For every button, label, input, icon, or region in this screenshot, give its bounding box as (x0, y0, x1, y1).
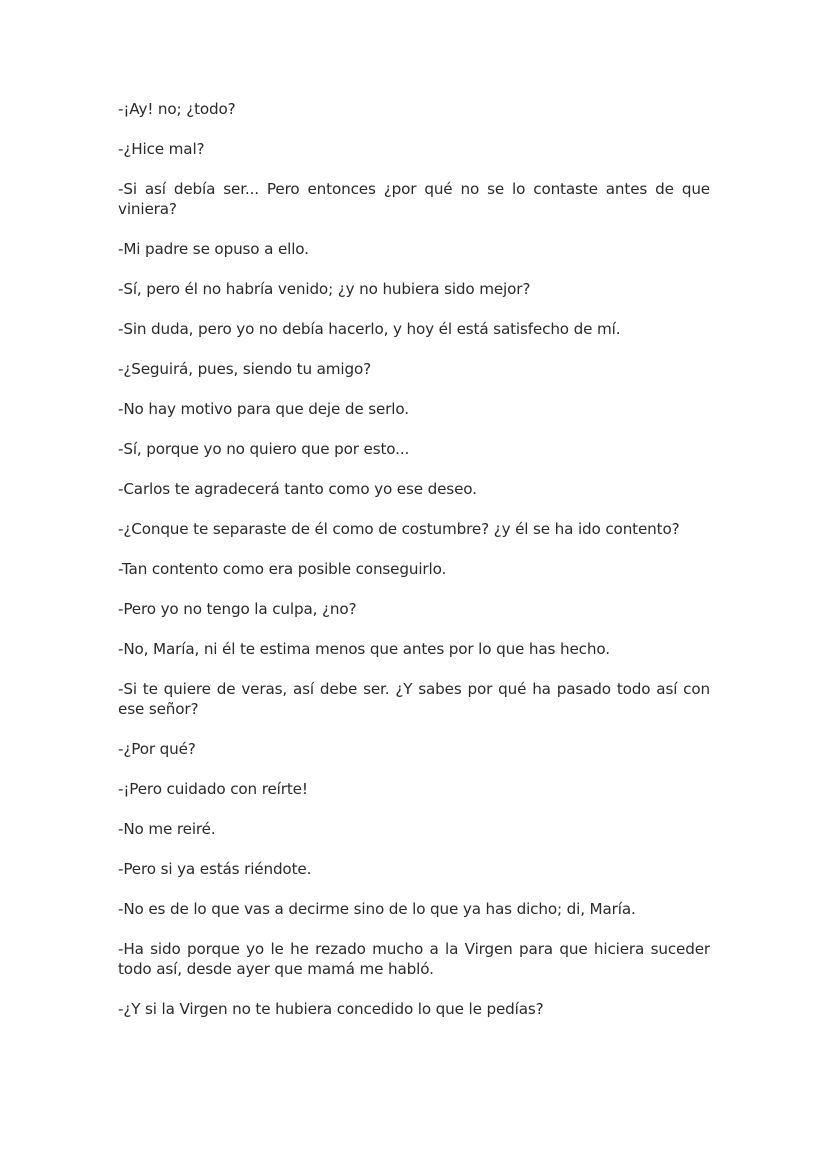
dialogue-line: -Ha sido porque yo le he rezado mucho a la Virgen para que hiciera suceder todo así, desde ayer que mamá me habló. (118, 940, 710, 978)
dialogue-line: -Si te quiere de veras, así debe ser. ¿Y sabes por qué ha pasado todo así con ese señor? (118, 680, 710, 718)
document-page (118, 99, 710, 1019)
dialogue-line: -Sin duda, pero yo no debía hacerlo, y hoy él está satisfecho de mí. (118, 320, 621, 338)
dialogue-line: -¿Seguirá, pues, siendo tu amigo? (118, 360, 372, 378)
dialogue-line: -Pero si ya estás riéndote. (118, 860, 312, 878)
dialogue-line: -No hay motivo para que deje de serlo. (118, 400, 409, 418)
dialogue-line: -Carlos te agradecerá tanto como yo ese deseo. (118, 480, 477, 498)
dialogue-line: -Mi padre se opuso a ello. (118, 240, 309, 258)
dialogue-line: -No me reiré. (118, 820, 216, 838)
dialogue-line: -Sí, pero él no habría venido; ¿y no hubiera sido mejor? (118, 280, 531, 298)
dialogue-line: -¿Por qué? (118, 740, 196, 758)
dialogue-line: -¿Y si la Virgen no te hubiera concedido lo que le pedías? (118, 1000, 544, 1018)
dialogue-line: -Tan contento como era posible conseguirlo. (118, 560, 447, 578)
dialogue-line: -No es de lo que vas a decirme sino de lo que ya has dicho; di, María. (118, 900, 636, 918)
dialogue-line: -¿Hice mal? (118, 140, 205, 158)
dialogue-line: -No, María, ni él te estima menos que antes por lo que has hecho. (118, 640, 610, 658)
dialogue-line: -Pero yo no tengo la culpa, ¿no? (118, 600, 357, 618)
dialogue-line: -¡Ay! no; ¿todo? (118, 100, 236, 118)
dialogue-line: -Sí, porque yo no quiero que por esto... (118, 440, 410, 458)
dialogue-line: -Si así debía ser... Pero entonces ¿por qué no se lo contaste antes de que viniera? (118, 180, 710, 218)
dialogue-line: -¿Conque te separaste de él como de costumbre? ¿y él se ha ido contento? (118, 520, 680, 538)
dialogue-line: -¡Pero cuidado con reírte! (118, 780, 308, 798)
